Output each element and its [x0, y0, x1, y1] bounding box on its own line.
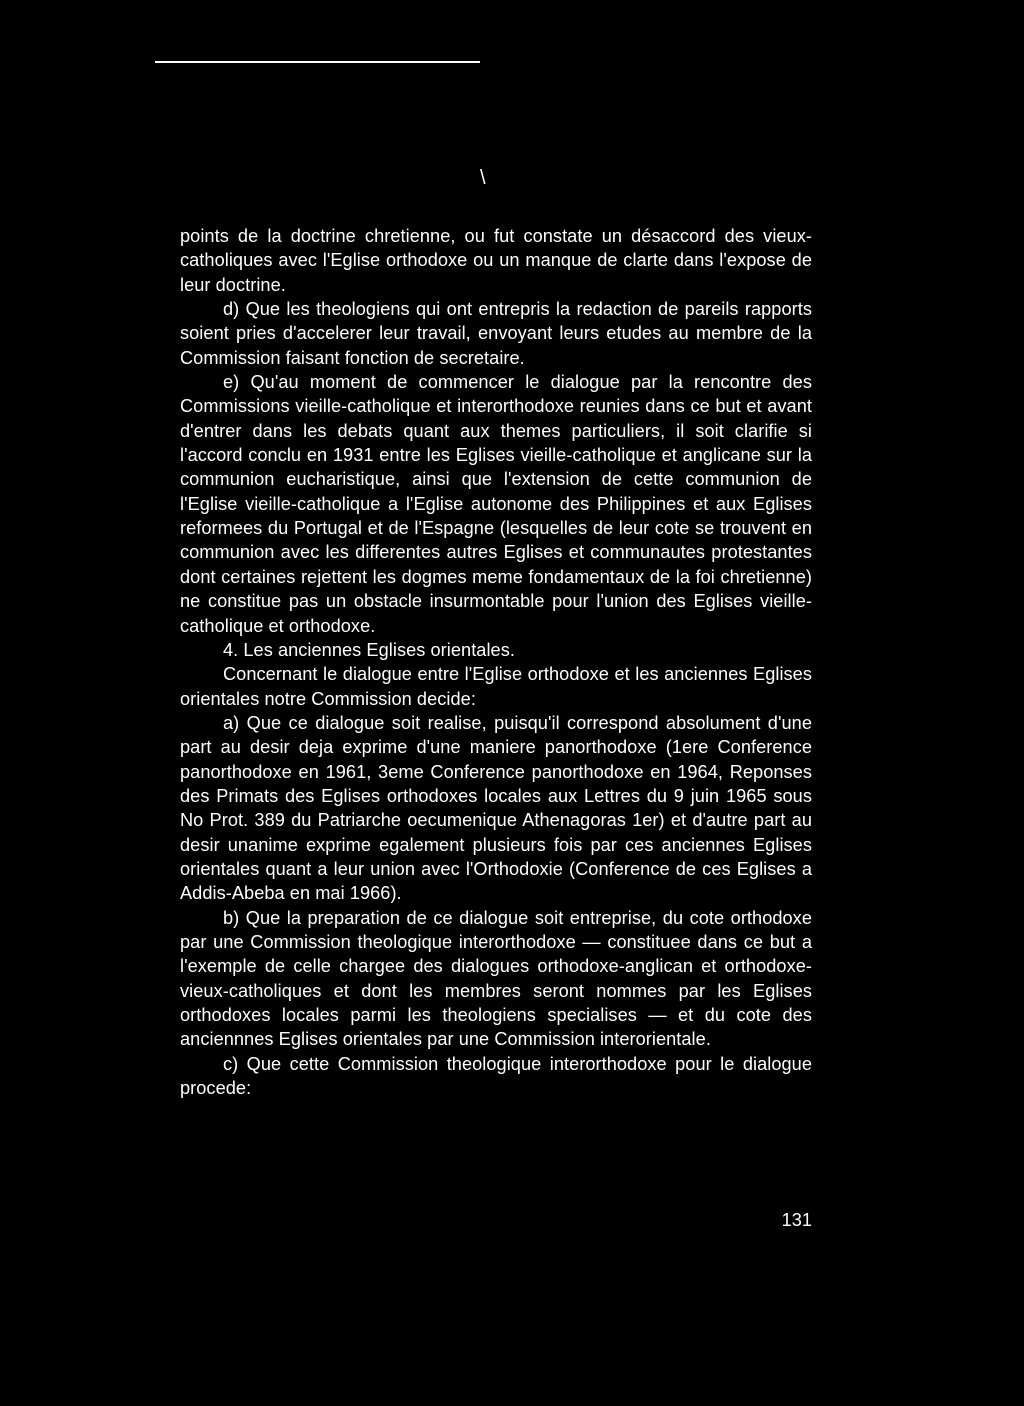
top-rule — [155, 61, 480, 63]
paragraph-item-b: b) Que la preparation de ce dialogue soit entreprise, du cote orthodoxe par une Commission theologique interorthodoxe — constituee dans ce but a l'exemple de celle chargee des dialogues orthodoxe-anglican et orthodoxe-vieux-catholiques et dont les membres seront nommes par les Eglises orthodoxes locales parmi les theologiens specialises — et du cote des anciennnes Eglises orientales par une Commission interorientale. — [180, 907, 812, 1050]
section-heading-anciennes-eglises: 4. Les anciennes Eglises orientales. — [223, 639, 515, 660]
paragraph-item-e: e) Qu'au moment de commencer le dialogue par la rencontre des Commissions vieille-catholique et interorthodoxe reunies dans ce but et avant d'entrer dans les debats quant aux themes particuliers, il soit clarifie si l'accord conclu en 1931 entre les Eglises vieille-catholique et anglicane sur la communion eucharistique, ainsi que l'extension de cette communion de l'Eglise vieille-catholique a l'Eglise autonome des Philippines et aux Eglises reformees du Portugal et de l'Espagne (lesquelles de leur cote se trouvent en communion avec les differentes autres Eglises et communautes protestantes dont certaines rejettent les dogmes meme fondamentaux de la foi chretienne) ne constitue pas un obstacle insurmontable pour l'union des Eglises vieille-catholique et orthodoxe. — [180, 372, 812, 636]
paragraph-concernant: Concernant le dialogue entre l'Eglise orthodoxe et les anciennes Eglises orientales notre Commission decide: — [180, 664, 812, 709]
page-number: 131 — [781, 1210, 812, 1230]
paragraph-continuation: points de la doctrine chretienne, ou fut constate un désaccord des vieux-catholiques avec l'Eglise orthodoxe ou un manque de clarte dans l'expose de leur doctrine. — [180, 226, 812, 295]
paragraph-item-d: d) Que les theologiens qui ont entrepris la redaction de pareils rapports soient pries d'accelerer leur travail, envoyant leurs etudes au membre de la Commission faisant fonction de secretaire. — [180, 299, 812, 368]
stray-mark: \ — [480, 167, 486, 189]
paragraph-item-c: c) Que cette Commission theologique interorthodoxe pour le dialogue procede: — [180, 1053, 812, 1099]
paragraph-item-a: a) Que ce dialogue soit realise, puisqu'il correspond absolument d'une part au desir deja exprime d'une maniere panorthodoxe (1ere Conference panorthodoxe en 1961, 3eme Conference panorthodoxe en 1964, Reponses des Primats des Eglises orthodoxes locales aux Lettres du 9 juin 1965 sous No Prot. 389 du Patriarche oecumenique Athenagoras 1er) et d'autre part au desir unanime exprime egalement plusieurs fois par ces anciennes Eglises orientales quant a leur union avec l'Orthodoxie (Conference de ces Eglises a Addis-Abeba en mai 1966). — [180, 712, 812, 904]
document-body — [180, 224, 812, 1100]
